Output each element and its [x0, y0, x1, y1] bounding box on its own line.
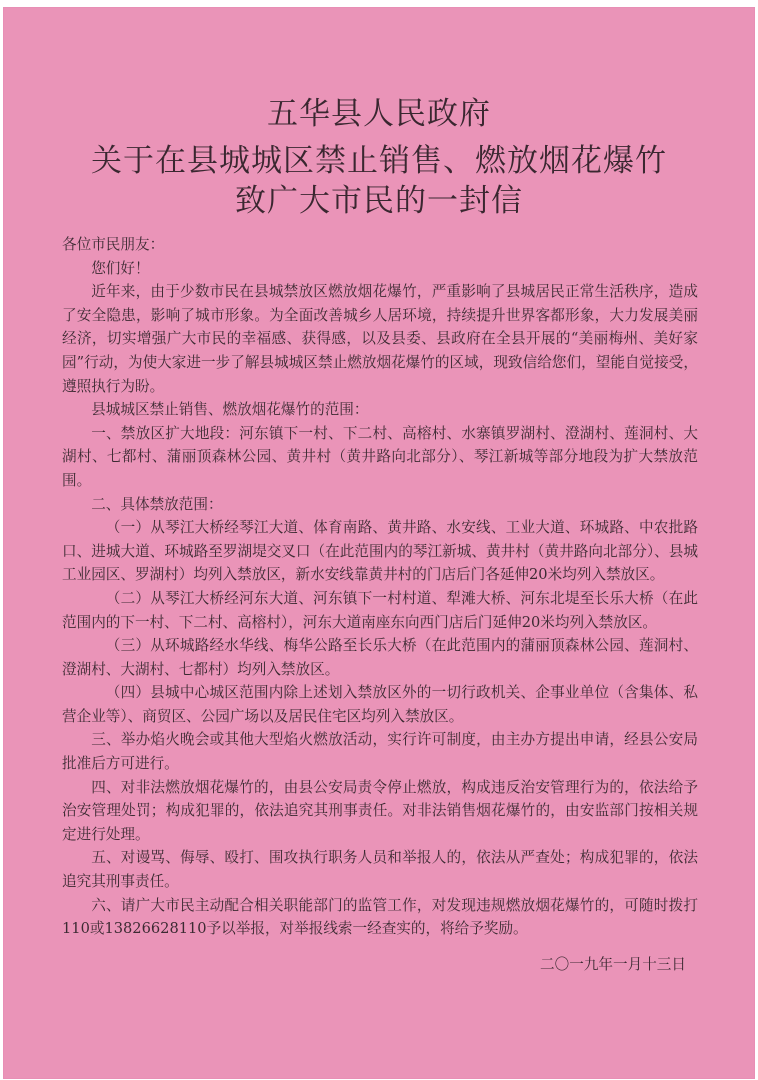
item-1: 一、禁放区扩大地段：河东镇下一村、下二村、高榕村、水寨镇罗湖村、澄湖村、莲洞村、大湖村、七都村、蒲丽顶森林公园、黄井村（黄井路向北部分）、琴江新城等部分地段为扩大禁放范围。 [62, 424, 698, 489]
subject-title: 关于在县城城区禁止销售、燃放烟花爆竹 [91, 143, 667, 179]
sub-item-1: （一）从琴江大桥经琴江大道、体育南路、黄井路、水安线、工业大道、环城路、中农批路口、进城大道、环城路至罗湖堤交叉口（在此范围内的琴江新城、黄井村（黄井路向北部分）、县城工业园区、罗湖村）均列入禁放区，新水安线靠黄井村的门店后门各延伸20米均列入禁放区。 [62, 519, 698, 584]
intro-paragraph: 近年来，由于少数市民在县城禁放区燃放烟花爆竹，严重影响了县城居民正常生活秩序，造成了安全隐患，影响了城市形象。为全面改善城乡人居环境，持续提升世界客都形象，大力发展美丽经济，切实增强广大市民的幸福感、获得感，以及县委、县政府在全县开展的“美丽梅州、美好家园”行动，为使大家进一步了解县城城区禁止燃放烟花爆竹的区域，现致信给您们，望能自觉接受，遵照执行为盼。 [62, 283, 698, 395]
item-3: 三、举办焰火晚会或其他大型焰火燃放活动，实行许可制度，由主办方提出申请，经县公安局批准后方可进行。 [62, 731, 698, 773]
addressee-title: 致广大市民的一封信 [235, 183, 523, 219]
scope-heading: 县城城区禁止销售、燃放烟花爆竹的范围： [91, 401, 369, 419]
item-2: 二、具体禁放范围： [91, 495, 223, 513]
salutation: 各位市民朋友： [62, 236, 165, 253]
item-4: 四、对非法燃放烟花爆竹的，由县公安局责令停止燃放，构成违反治安管理行为的，依法给予治安管理处罚；构成犯罪的，依法追究其刑事责任。对非法销售烟花爆竹的，由安监部门按相关规定进行处理。 [62, 778, 698, 843]
item-5: 五、对谩骂、侮辱、殴打、围攻执行职务人员和举报人的，依法从严查处；构成犯罪的，依法追究其刑事责任。 [62, 849, 698, 891]
sub-item-3: （三）从环城路经水华线、梅华公路至长乐大桥（在此范围内的蒲丽顶森林公园、莲洞村、澄湖村、大湖村、七都村）均列入禁放区。 [62, 637, 698, 678]
sub-item-4: （四）县城中心城区范围内除上述划入禁放区外的一切行政机关、企事业单位（含集体、私营企业等）、商贸区、公园广场以及居民住宅区均列入禁放区。 [62, 684, 698, 725]
greeting: 您们好！ [91, 259, 150, 277]
item-6: 六、请广大市民主动配合相关职能部门的监管工作，对发现违规燃放烟花爆竹的，可随时拨打110或13826628110予以举报，对举报线索一经查实的，将给予奖励。 [62, 896, 698, 938]
sub-item-2: （二）从琴江大桥经河东大道、河东镇下一村村道、犁滩大桥、河东北堤至长乐大桥（在此范围内的下一村、下二村、高榕村），河东大道南座东向西门店后门延伸20米均列入禁放区。 [62, 589, 698, 631]
letter-body [62, 233, 698, 976]
issuer-title: 五华县人民政府 [267, 96, 491, 132]
letter-date: 二〇一九年一月十三日 [540, 955, 686, 973]
